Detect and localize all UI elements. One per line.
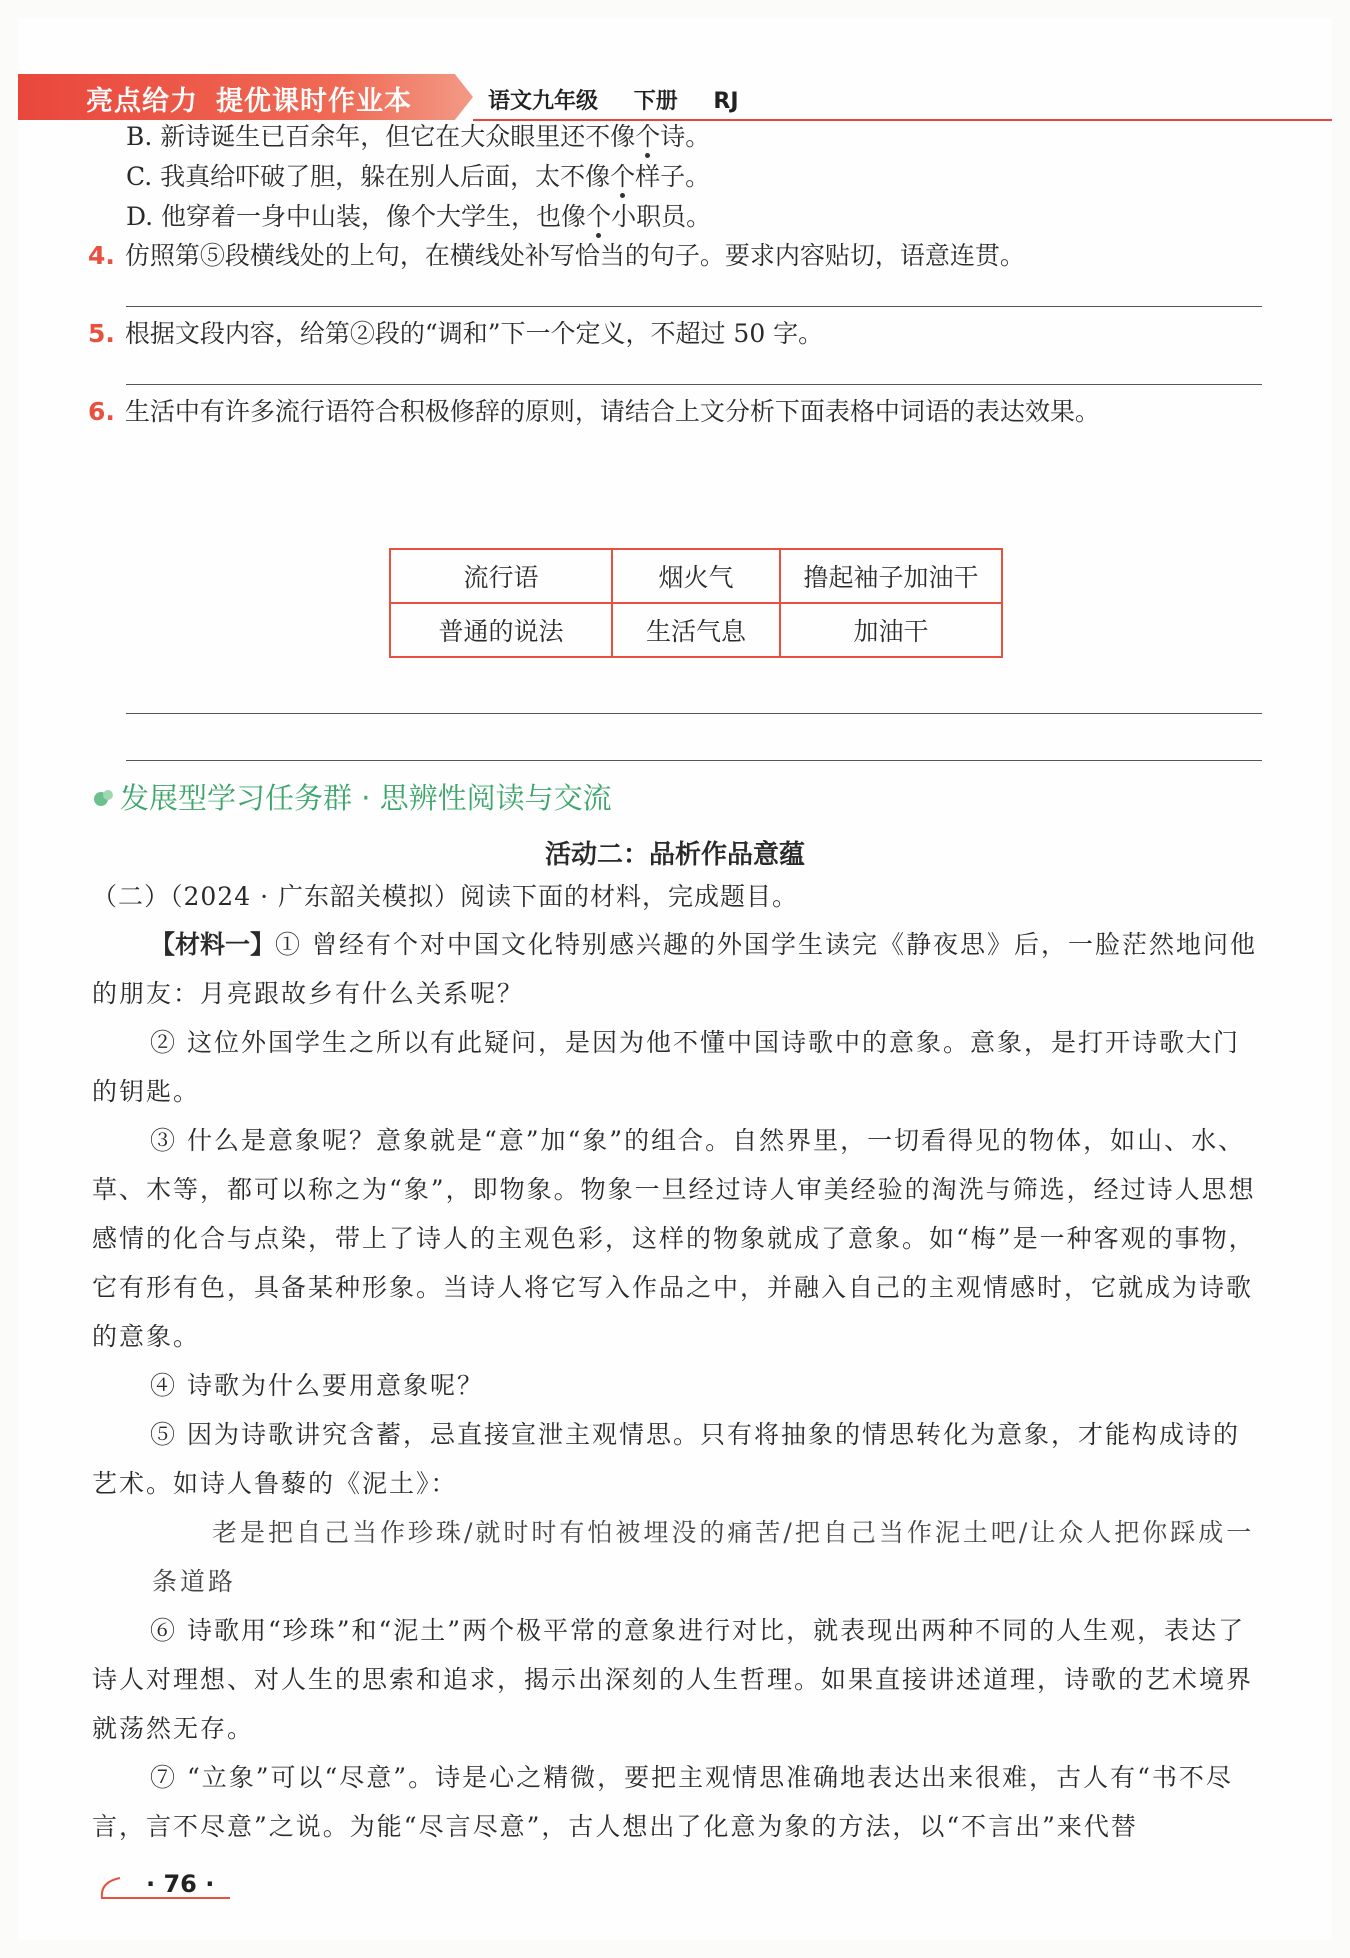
buzzword-table	[389, 548, 1003, 658]
table-cell: 生活气息	[612, 603, 780, 657]
option-b-dotted: 个	[635, 122, 661, 151]
question-4-text: 仿照第⑤段横线处的上句，在横线处补写恰当的句子。要求内容贴切，语意连贯。	[124, 241, 1025, 270]
volume-label: 下册	[633, 89, 678, 114]
table-row	[390, 549, 1002, 603]
question-5-number: 5.	[88, 319, 115, 348]
option-b-post: 诗。	[660, 122, 711, 151]
subject-label: 语文九年级	[488, 89, 599, 114]
question-4	[88, 243, 1025, 268]
header-rule	[473, 119, 1332, 121]
table-cell: 加油干	[780, 603, 1002, 657]
material-paragraph-1	[92, 920, 1262, 1018]
edition-label: RJ	[713, 89, 739, 114]
question-6	[88, 399, 1100, 424]
material-paragraph-2: ② 这位外国学生之所以有此疑问，是因为他不懂中国诗歌中的意象。意象，是打开诗歌大门的钥匙。	[92, 1028, 1240, 1106]
material-label: 【材料一】	[150, 930, 276, 959]
material-paragraph-5: ⑤ 因为诗歌讲究含蓄，忌直接宣泄主观情思。只有将抽象的情思转化为意象，才能构成诗的艺术。如诗人鲁藜的《泥土》：	[92, 1420, 1240, 1498]
poem-quote: 老是把自己当作珍珠/就时时有怕被埋没的痛苦/把自己当作泥土吧/让众人把你踩成一条道路	[152, 1518, 1255, 1596]
option-d	[126, 204, 711, 229]
answer-line-q5[interactable]	[126, 384, 1262, 385]
option-c-post: 样子。	[635, 162, 711, 191]
brand-part2: 提优课时作业本	[216, 86, 412, 117]
table-cell: 流行语	[390, 549, 612, 603]
brand-title	[86, 79, 412, 118]
page-footer	[96, 1866, 230, 1906]
option-c-dotted: 个	[610, 162, 636, 191]
answer-line-q4[interactable]	[126, 306, 1262, 307]
question-4-number: 4.	[88, 241, 115, 270]
answer-line-q6-1[interactable]	[126, 713, 1262, 714]
option-d-pre: D. 他穿着一身中山装，像个大学生，也像	[126, 202, 587, 231]
book-info	[488, 84, 767, 115]
answer-line-q6-2[interactable]	[126, 760, 1262, 761]
option-d-post: 小职员。	[611, 202, 712, 231]
paragraph-1-text: ① 曾经有个对中国文化特别感兴趣的外国学生读完《静夜思》后，一脸茫然地问他的朋友：月亮跟故乡有什么关系呢？	[92, 930, 1257, 1008]
question-6-text: 生活中有许多流行语符合积极修辞的原则，请结合上文分析下面表格中词语的表达效果。	[124, 397, 1100, 426]
material-paragraph-4: ④ 诗歌为什么要用意象呢？	[150, 1371, 484, 1400]
option-c-pre: C. 我真给吓破了胆，躲在别人后面，太不像	[126, 162, 611, 191]
activity-title: 活动二：品析作品意蕴	[544, 840, 805, 870]
brand-part1: 亮点给力	[86, 86, 198, 117]
option-d-dotted: 个	[586, 202, 612, 231]
page-number: · 76 ·	[146, 1870, 215, 1898]
question-5-text: 根据文段内容，给第②段的“调和”下一个定义，不超过 50 字。	[124, 319, 824, 348]
table-row	[390, 603, 1002, 657]
option-c	[126, 164, 710, 189]
reading-intro: （二）（2024 · 广东韶关模拟）阅读下面的材料，完成题目。	[92, 882, 798, 911]
table-cell: 普通的说法	[390, 603, 612, 657]
option-b-pre: B. 新诗诞生已百余年，但它在大众眼里还不像	[126, 122, 636, 151]
material-paragraph-7: ⑦ “立象”可以“尽意”。诗是心之精微，要把主观情思准确地表达出来很难，古人有“书不尽言，言不尽意”之说。为能“尽言尽意”，古人想出了化意为象的方法，以“不言出”来代替	[92, 1763, 1233, 1841]
question-5	[88, 321, 823, 346]
material-paragraph-3: ③ 什么是意象呢？意象就是“意”加“象”的组合。自然界里，一切看得见的物体，如山、水、草、木等，都可以称之为“象”，即物象。物象一旦经过诗人审美经验的淘洗与筛选，经过诗人思想感情的化合与点染，带上了诗人的主观色彩，这样的物象就成了意象。如“梅”是一种客观的事物，它有形有色，具备某种形象。当诗人将它写入作品之中，并融入自己的主观情感时，它就成为诗歌的意象。	[92, 1126, 1256, 1351]
option-b	[126, 124, 710, 149]
table-cell: 撸起袖子加油干	[780, 549, 1002, 603]
material-paragraph-6: ⑥ 诗歌用“珍珠”和“泥土”两个极平常的意象进行对比，就表现出两种不同的人生观，表达了诗人对理想、对人生的思索和追求，揭示出深刻的人生哲理。如果直接讲述道理，诗歌的艺术境界就荡然无存。	[92, 1616, 1254, 1743]
question-6-number: 6.	[88, 397, 115, 426]
table-cell: 烟火气	[612, 549, 780, 603]
section-title: 发展型学习任务群 · 思辨性阅读与交流	[120, 781, 612, 815]
page-header	[18, 74, 1332, 122]
